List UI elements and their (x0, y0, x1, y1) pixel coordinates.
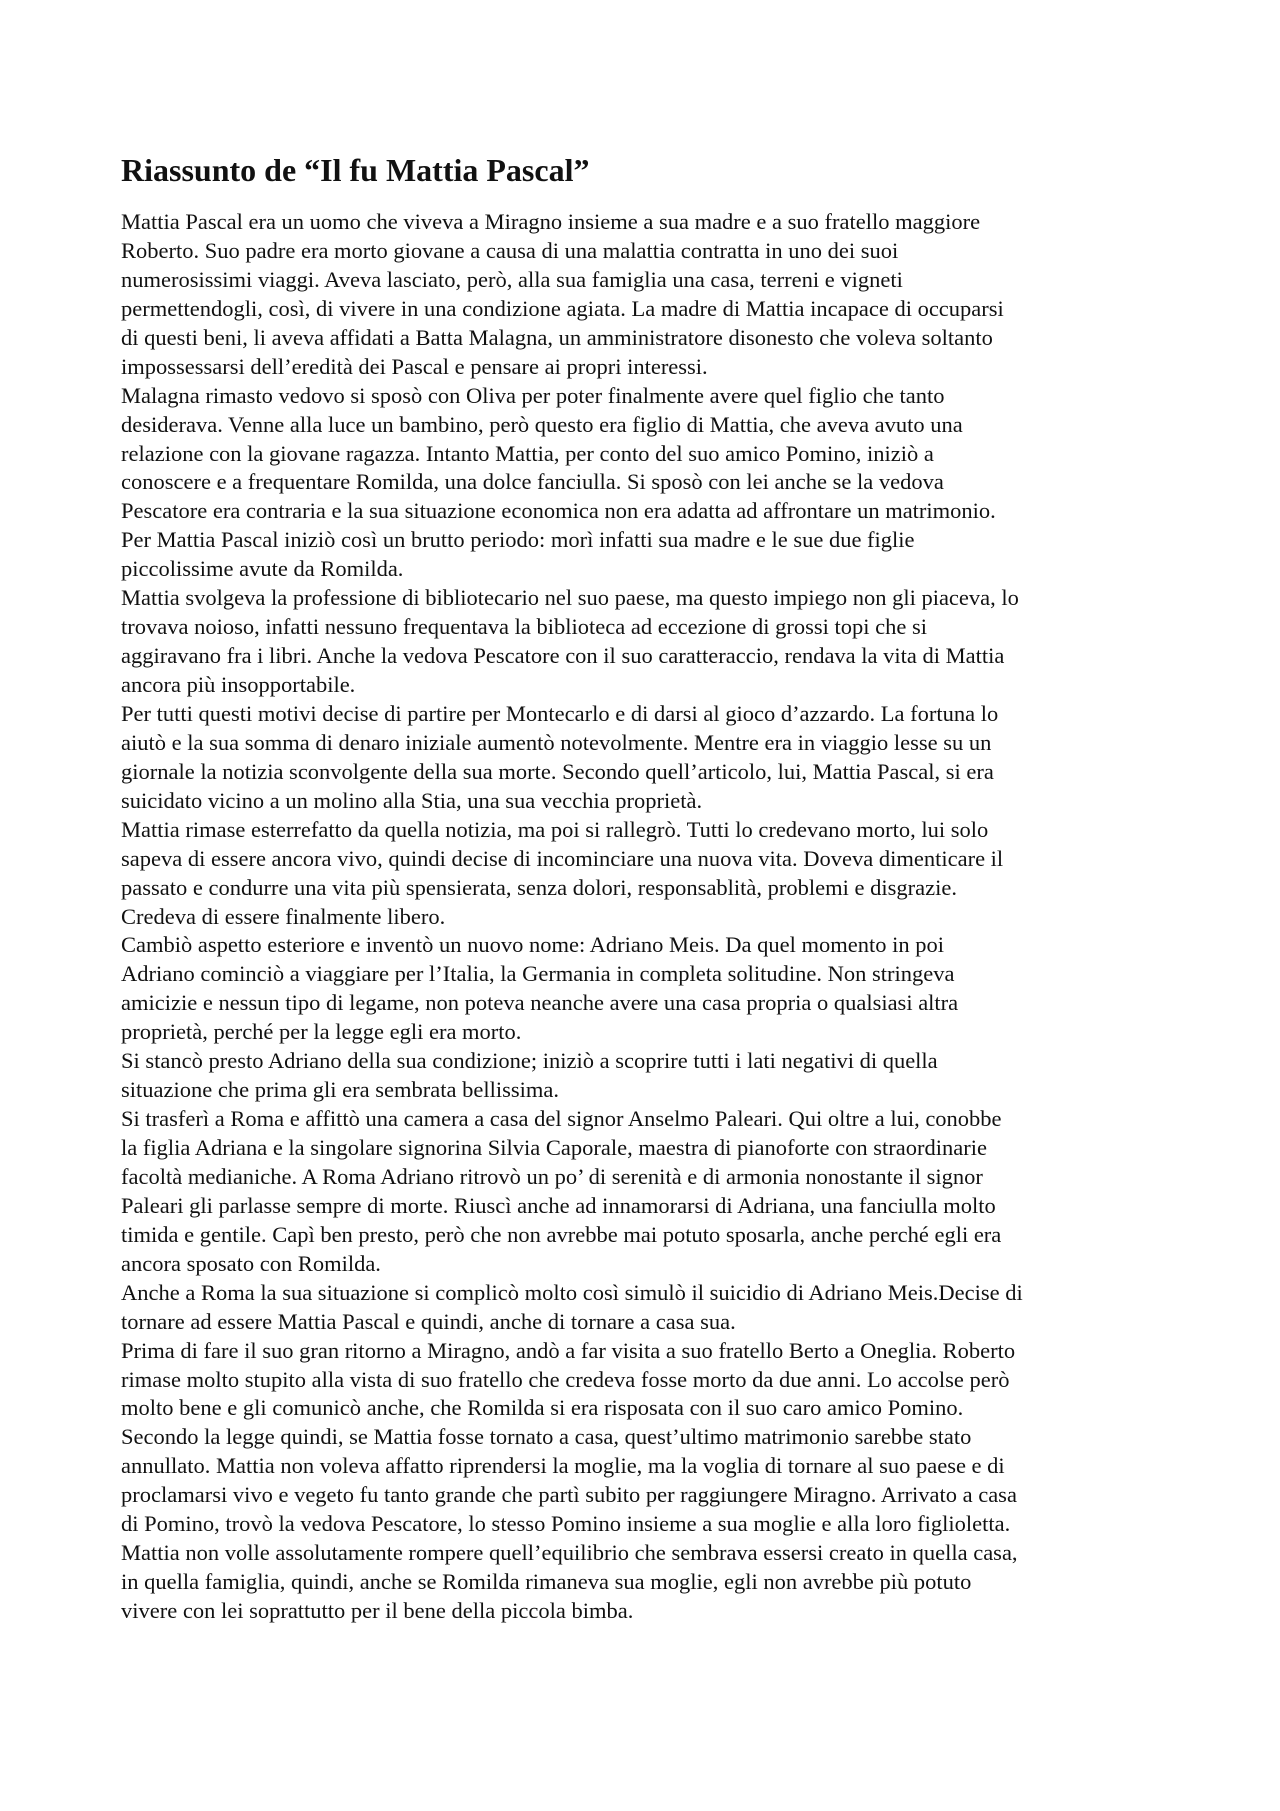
text-line: conoscere e a frequentare Romilda, una dolce fanciulla. Si sposò con lei anche se la vedova (121, 469, 944, 495)
text-line: aiutò e la sua somma di denaro iniziale aumentò notevolmente. Mentre era in viaggio lesse su un (121, 729, 992, 755)
text-line: Mattia rimase esterrefatto da quella notizia, ma poi si rallegrò. Tutti lo credevano morto, lui solo (121, 816, 989, 842)
text-line: Adriano cominciò a viaggiare per l’Italia, la Germania in completa solitudine. Non stringeva (121, 961, 955, 987)
text-line: annullato. Mattia non voleva affatto riprendersi la moglie, ma la voglia di tornare al suo paese e di (121, 1453, 1005, 1479)
text-line: vivere con lei soprattutto per il bene della piccola bimba. (121, 1598, 634, 1623)
text-line: giornale la notizia sconvolgente della sua morte. Secondo quell’articolo, lui, Mattia Pascal, si era (121, 758, 994, 784)
text-line: molto bene e gli comunicò anche, che Romilda si era risposata con il suo caro amico Pomino. (121, 1395, 964, 1421)
text-line: Per tutti questi motivi decise di partire per Montecarlo e di darsi al gioco d’azzardo. La fortuna lo (121, 700, 999, 726)
text-line: tornare ad essere Mattia Pascal e quindi, anche di tornare a casa sua. (121, 1308, 736, 1334)
text-line: permettendogli, così, di vivere in una condizione agiata. La madre di Mattia incapace di occuparsi (121, 295, 1004, 321)
text-line: Si trasferì a Roma e affittò una camera a casa del signor Anselmo Paleari. Qui oltre a lui, conobbe (121, 1106, 1002, 1132)
text-line: passato e condurre una vita più spensierata, senza dolori, responsablità, problemi e disgrazie. (121, 874, 957, 900)
text-line: trovava noioso, infatti nessuno frequentava la biblioteca ad eccezione di grossi topi che si (121, 614, 927, 640)
text-line: facoltà medianiche. A Roma Adriano ritrovò un po’ di serenità e di armonia nonostante il signor (121, 1163, 983, 1189)
text-line: ancora più insopportabile. (121, 672, 356, 697)
text-line: timida e gentile. Capì ben presto, però che non avrebbe mai potuto sposarla, anche perché egli era (121, 1221, 1002, 1247)
text-line: numerosissimi viaggi. Aveva lasciato, però, alla sua famiglia una casa, terreni e vigneti (121, 266, 903, 292)
text-line: Secondo la legge quindi, se Mattia fosse tornato a casa, quest’ultimo matrimonio sarebbe stato (121, 1424, 972, 1450)
text-line: Credeva di essere finalmente libero. (121, 903, 446, 929)
text-line: Roberto. Suo padre era morto giovane a causa di una malattia contratta in uno dei suoi (121, 237, 899, 263)
text-line: piccolissime avute da Romilda. (121, 556, 404, 582)
page-title: Riassunto de “Il fu Mattia Pascal” (121, 152, 590, 188)
text-line: sapeva di essere ancora vivo, quindi decise di incominciare una nuova vita. Doveva dimenticare il (121, 845, 1004, 871)
text-line: Mattia Pascal era un uomo che viveva a Miragno insieme a sua madre e a suo fratello maggiore (121, 209, 981, 234)
text-line: Per Mattia Pascal iniziò così un brutto periodo: morì infatti sua madre e le sue due figlie (121, 527, 915, 553)
text-line: Si stancò presto Adriano della sua condizione; iniziò a scoprire tutti i lati negativi di quella (121, 1048, 938, 1074)
text-line: di questi beni, li aveva affidati a Batta Malagna, un amministratore disonesto che voleva soltanto (121, 324, 993, 350)
text-line: Paleari gli parlasse sempre di morte. Riuscì anche ad innamorarsi di Adriana, una fanciulla molto (121, 1192, 996, 1218)
text-line: amicizie e nessun tipo di legame, non poteva neanche avere una casa propria o qualsiasi altra (121, 990, 959, 1016)
text-line: proprietà, perché per la legge egli era morto. (121, 1019, 522, 1045)
text-line: desiderava. Venne alla luce un bambino, però questo era figlio di Mattia, che aveva avuto una (121, 411, 963, 437)
text-line: Pescatore era contraria e la sua situazione economica non era adatta ad affrontare un matrimonio. (121, 498, 996, 524)
text-line: Mattia svolgeva la professione di bibliotecario nel suo paese, ma questo impiego non gli piaceva, lo (121, 585, 1019, 611)
document-body (121, 150, 1171, 1626)
text-line: in quella famiglia, quindi, anche se Romilda rimaneva sua moglie, egli non avrebbe più potuto (121, 1569, 972, 1595)
text-line: di Pomino, trovò la vedova Pescatore, lo stesso Pomino insieme a sua moglie e alla loro figlioletta. (121, 1511, 1011, 1537)
text-line: Cambiò aspetto esteriore e inventò un nuovo nome: Adriano Meis. Da quel momento in poi (121, 932, 944, 958)
text-line: aggiravano fra i libri. Anche la vedova Pescatore con il suo caratteraccio, rendava la vita di Mattia (121, 643, 1005, 669)
summary-text (121, 208, 1171, 1626)
text-line: ancora sposato con Romilda. (121, 1250, 381, 1276)
text-line: Anche a Roma la sua situazione si complicò molto così simulò il suicidio di Adriano Meis.Decise di (121, 1279, 1023, 1305)
text-line: relazione con la giovane ragazza. Intanto Mattia, per conto del suo amico Pomino, iniziò a (121, 440, 934, 466)
text-line: la figlia Adriana e la singolare signorina Silvia Caporale, maestra di pianoforte con straordinarie (121, 1135, 987, 1160)
text-line: Malagna rimasto vedovo si sposò con Oliva per poter finalmente avere quel figlio che tanto (121, 382, 945, 408)
text-line: situazione che prima gli era sembrata bellissima. (121, 1077, 559, 1103)
text-line: Prima di fare il suo gran ritorno a Miragno, andò a far visita a suo fratello Berto a Oneglia. Roberto (121, 1337, 1016, 1363)
text-line: Mattia non volle assolutamente rompere quell’equilibrio che sembrava essersi creato in quella casa, (121, 1540, 1018, 1566)
text-line: impossessarsi dell’eredità dei Pascal e pensare ai propri interessi. (121, 353, 708, 379)
text-line: suicidato vicino a un molino alla Stia, una sua vecchia proprietà. (121, 787, 703, 813)
text-line: proclamarsi vivo e vegeto fu tanto grande che partì subito per raggiungere Miragno. Arrivato a casa (121, 1482, 1017, 1508)
text-line: rimase molto stupito alla vista di suo fratello che credeva fosse morto da due anni. Lo accolse però (121, 1366, 1010, 1392)
